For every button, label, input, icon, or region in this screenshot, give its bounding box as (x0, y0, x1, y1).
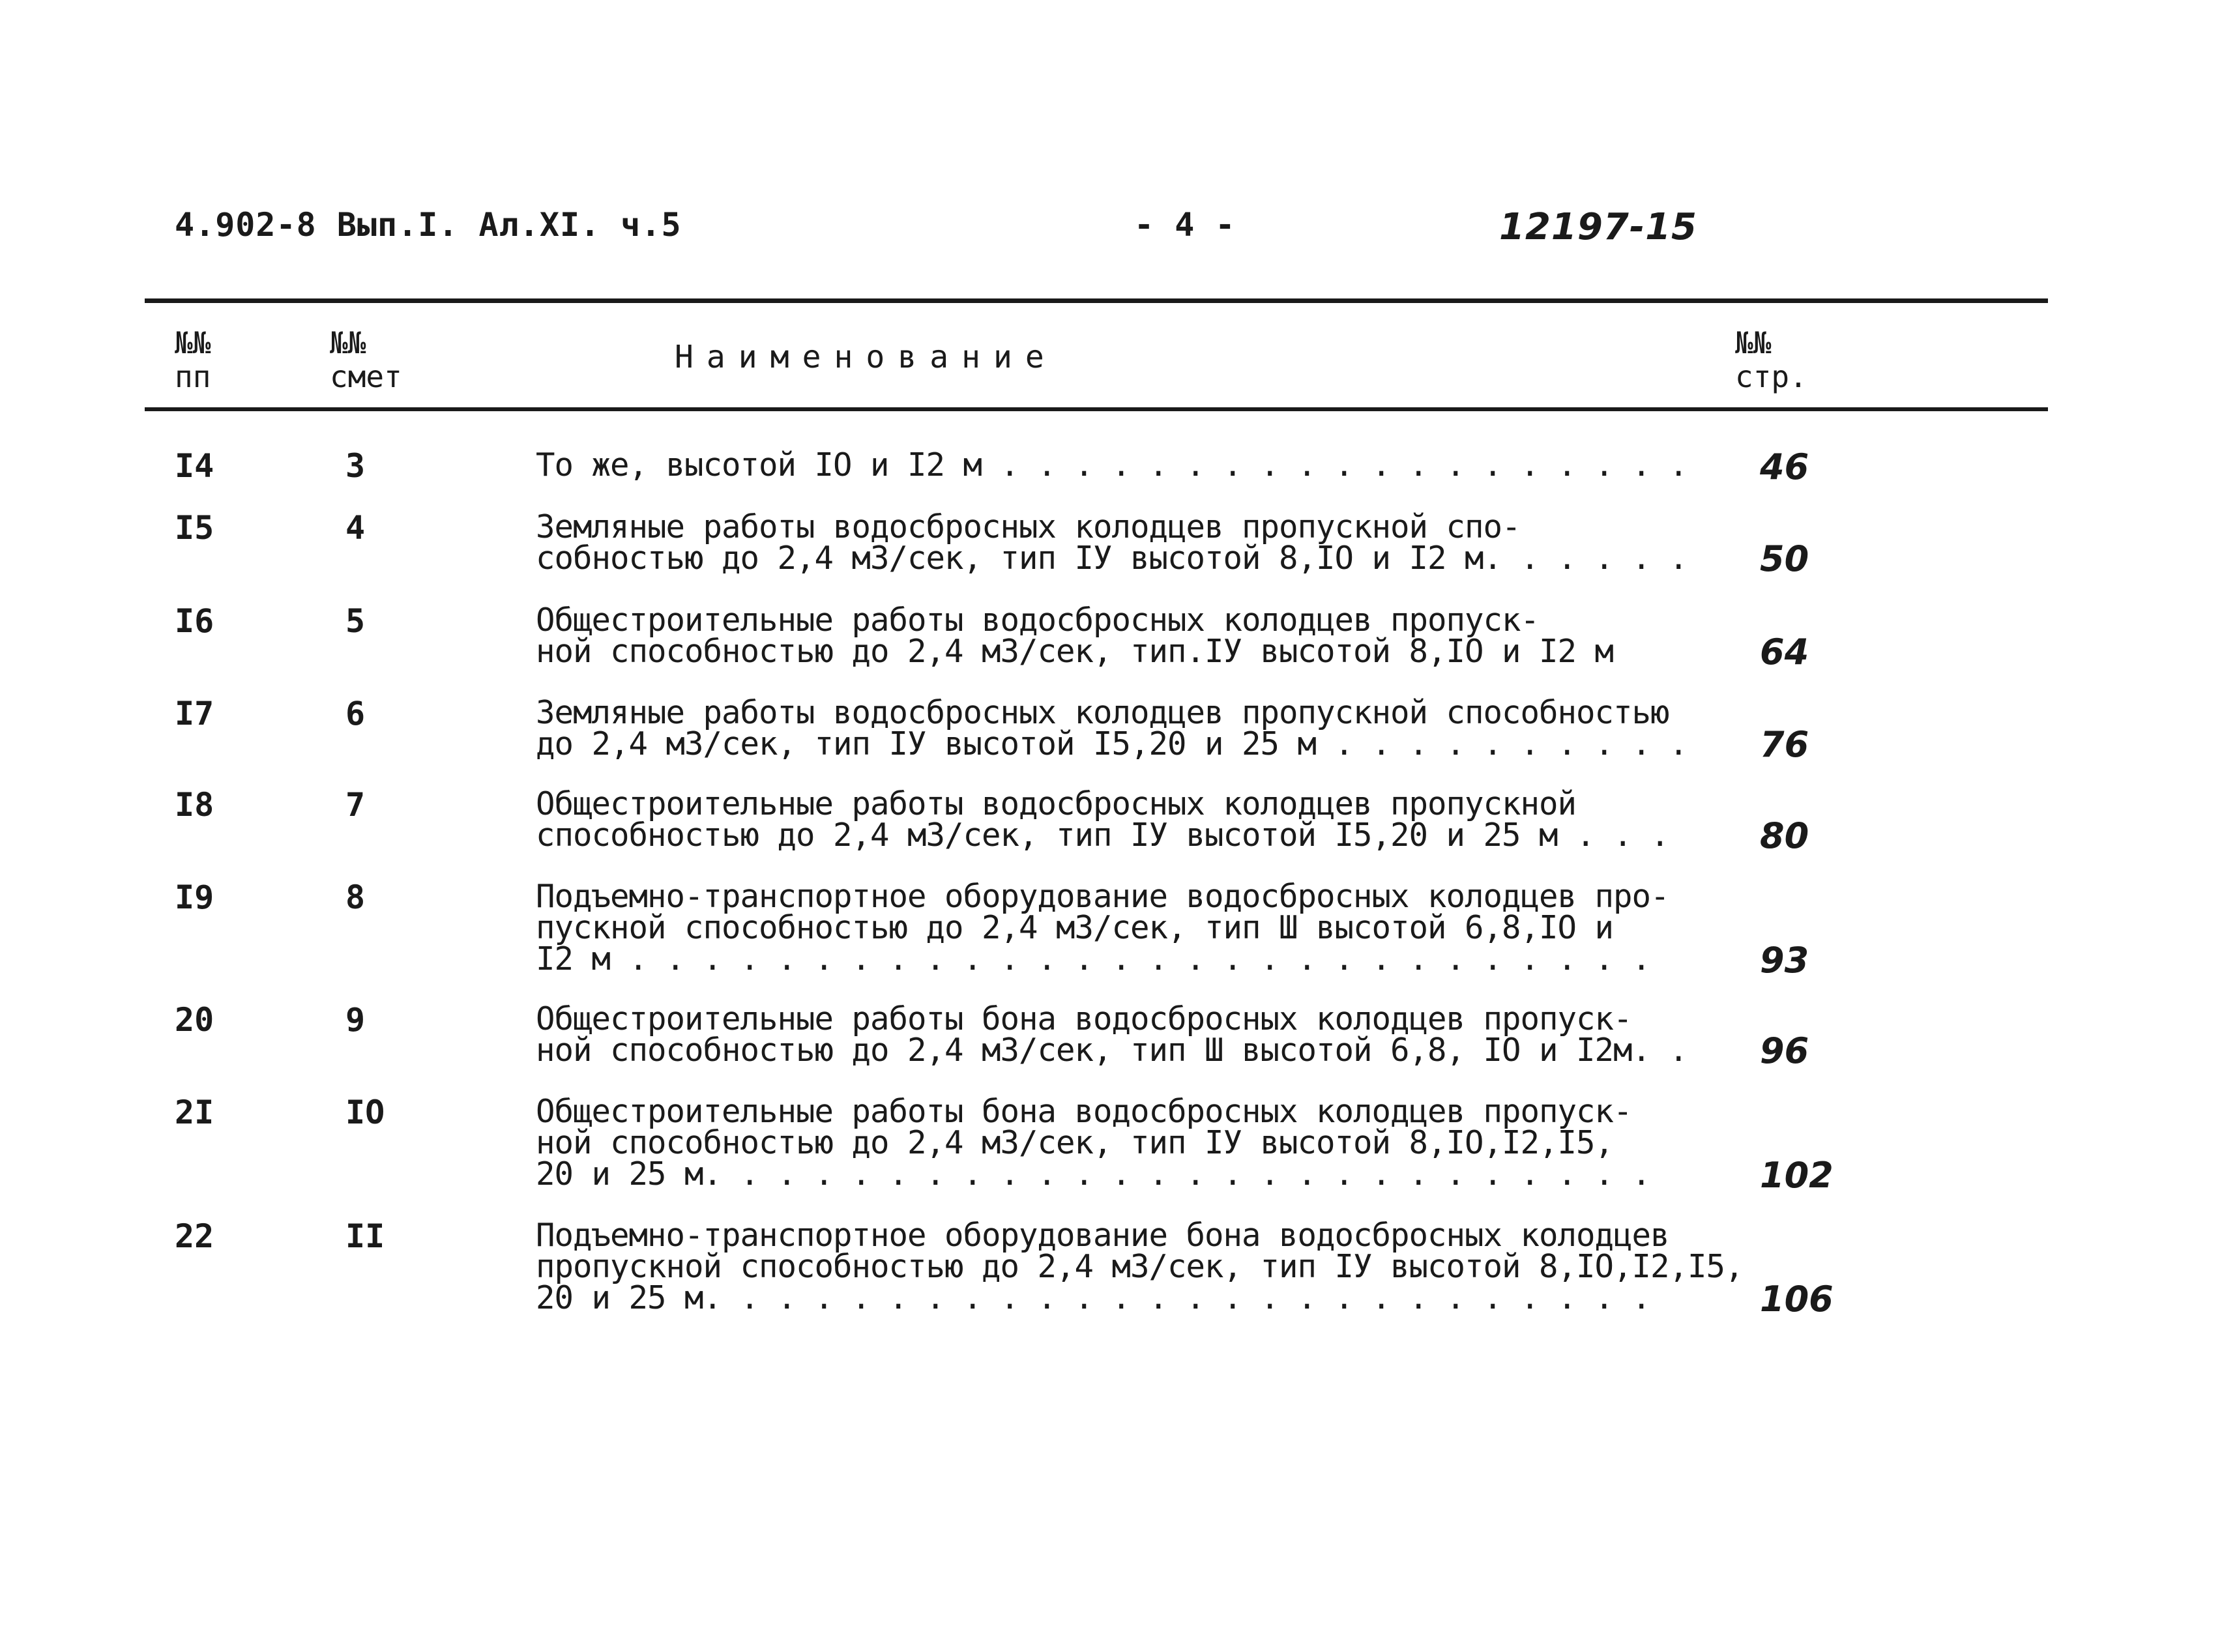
table-header-rule (145, 407, 2048, 411)
estimate-number: IO (345, 1094, 385, 1131)
table-top-rule (145, 298, 2048, 303)
estimate-number: 5 (345, 602, 366, 640)
row-title: То же, высотой IO и I2 м . . . . . . . . . . . . . . . . . . . (536, 446, 1688, 484)
row-number: 20 (175, 1001, 214, 1039)
row-page: 64 (1760, 631, 1809, 673)
row-page: 80 (1760, 815, 1809, 856)
estimate-number: 3 (345, 447, 366, 485)
row-page: 102 (1760, 1155, 1834, 1196)
handwritten-registration-number: 12197-15 (1499, 206, 1697, 248)
page-number: - 4 - (1134, 206, 1236, 244)
row-page: 106 (1760, 1279, 1834, 1320)
row-number: I5 (175, 509, 214, 547)
column-header-name: Наименование (675, 339, 1057, 375)
document-code: 4.902-8 Вып.I. Ал.XI. ч.5 (175, 206, 682, 244)
row-page: 96 (1760, 1030, 1809, 1071)
row-number: I8 (175, 786, 214, 824)
row-page: 76 (1760, 724, 1809, 765)
row-title: Подъемно-транспортное оборудование водосбросных колодцев про- пускной способностью до 2,4 м3/сек, тип Ш высотой 6,8,IO и I2 м . . . . . . . . . . . . . . . . . . . . . . . . . . . . (536, 878, 1669, 978)
row-page: 46 (1760, 446, 1809, 487)
row-page: 50 (1760, 538, 1809, 579)
estimate-number: 9 (345, 1001, 366, 1039)
estimate-number: 4 (345, 509, 366, 547)
column-header-smet: №№ смет (330, 325, 402, 394)
row-number: 2I (175, 1094, 214, 1131)
row-number: I9 (175, 878, 214, 916)
row-number: I7 (175, 695, 214, 732)
estimate-number: 6 (345, 695, 366, 732)
estimate-number: 7 (345, 786, 366, 824)
column-header-page: №№ стр. (1735, 325, 1807, 394)
row-title: Общестроительные работы бона водосбросных колодцев пропуск- ной способностью до 2,4 м3/сек, тип Ш высотой 6,8, IO и I2м. . (536, 1000, 1688, 1069)
row-number: I4 (175, 447, 214, 485)
estimate-number: 8 (345, 878, 366, 916)
row-number: I6 (175, 602, 214, 640)
estimate-number: II (345, 1217, 385, 1255)
column-header-pp: №№ пп (175, 325, 211, 394)
row-title: Общестроительные работы водосбросных колодцев пропускной способностью до 2,4 м3/сек, тип IУ высотой I5,20 и 25 м . . . (536, 785, 1669, 854)
row-title: Земляные работы водосбросных колодцев пропускной способностью до 2,4 м3/сек, тип IУ высотой I5,20 и 25 м . . . . . . . . . . (536, 694, 1688, 762)
row-title: Общестроительные работы водосбросных колодцев пропуск- ной способностью до 2,4 м3/сек, тип.IУ высотой 8,IO и I2 м (536, 601, 1614, 670)
row-title: Общестроительные работы бона водосбросных колодцев пропуск- ной способностью до 2,4 м3/сек, тип IУ высотой 8,IO,I2,I5, 20 и 25 м. . . . . . . . . . . . . . . . . . . . . . . . . . (536, 1093, 1651, 1193)
row-number: 22 (175, 1217, 214, 1255)
row-title: Подъемно-транспортное оборудование бона водосбросных колодцев пропускной способностью до 2,4 м3/сек, тип IУ высотой 8,IO,I2,I5, 20 и 25 м. . . . . . . . . . . . . . . . . . . . . . . . . . (536, 1217, 1744, 1316)
row-page: 93 (1760, 940, 1809, 981)
row-title: Земляные работы водосбросных колодцев пропускной спо- собностью до 2,4 м3/сек, тип IУ высотой 8,IO и I2 м. . . . . . (536, 508, 1688, 577)
